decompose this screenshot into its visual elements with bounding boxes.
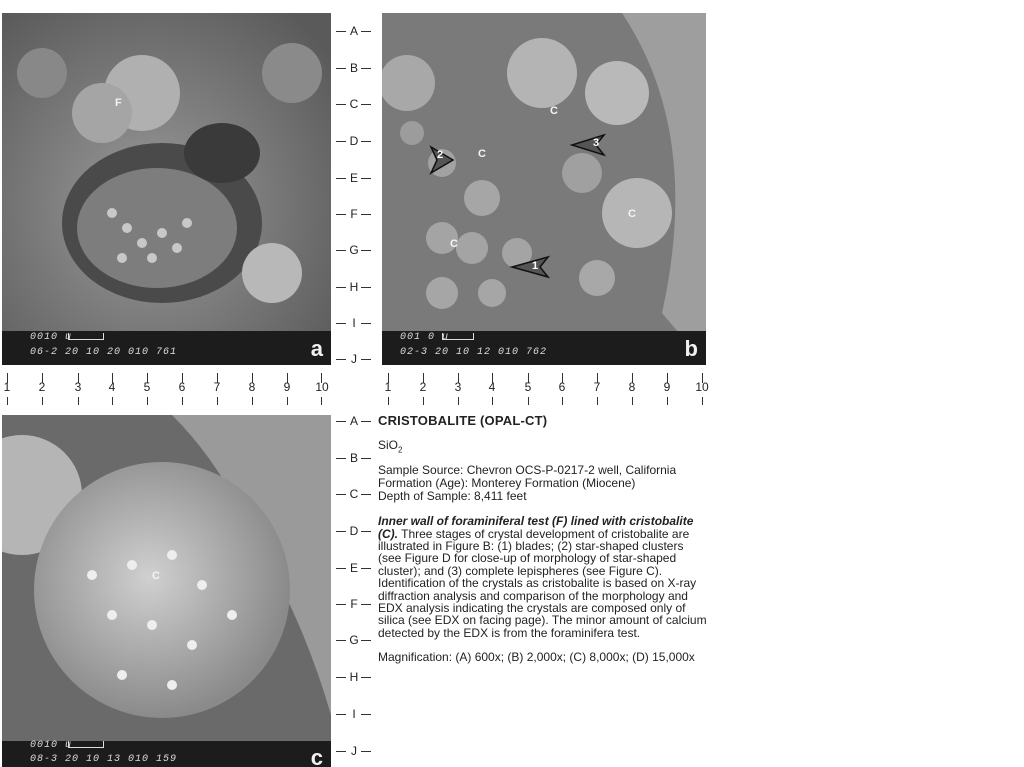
image-code: 08-3 20 10 13 010 159	[30, 754, 178, 765]
scale-label: 0010 u	[30, 332, 73, 343]
grid-letter: C	[349, 487, 359, 501]
ruler-number: 2	[419, 380, 427, 394]
grid-row	[336, 670, 396, 684]
grid-letter: J	[351, 352, 357, 366]
grid-letter: H	[349, 670, 359, 684]
grid-letter: F	[350, 597, 358, 611]
label-foraminifera: F	[115, 97, 122, 109]
ruler-number: 6	[558, 380, 566, 394]
grid-letter: A	[349, 24, 358, 38]
ruler-number: 8	[628, 380, 636, 394]
chemical-formula	[378, 438, 708, 454]
grid-row	[336, 24, 396, 38]
micrograph-c-image	[2, 415, 331, 767]
label-cristobalite: C	[550, 105, 558, 117]
micrograph-b-image	[382, 13, 706, 365]
arrow-3-icon	[568, 131, 606, 159]
arrow-label-1: 1	[532, 260, 539, 272]
grid-letter: F	[350, 207, 358, 221]
grid-letter: B	[349, 61, 358, 75]
grid-row	[336, 744, 396, 758]
description-body: Three stages of crystal development of cristobalite are illustrated in Figure B: (1) blades; (2) star-shaped clusters (see Figure D for close-up of morphology of star-shaped cluster); and (3) complete lepispheres (see Figure C). Identification of the crystals as cristobalite is based on X-ray diffraction analysis and comparison of the morphology and EDX analysis indicating the crystals are composed only of silica (see EDX on facing page). The minor amount of calcium detected by the EDX is from the foraminifera test.	[378, 526, 707, 640]
page-title: CRISTOBALITE (OPAL-CT)	[378, 413, 548, 428]
ruler-number: 4	[488, 380, 496, 394]
ruler-number: 1	[384, 380, 392, 394]
grid-letter: A	[349, 414, 358, 428]
ruler-number: 7	[593, 380, 601, 394]
grid-letter: J	[351, 744, 357, 758]
ruler-left	[0, 373, 330, 407]
description-panel	[378, 413, 708, 664]
sample-depth: Depth of Sample: 8,411 feet	[378, 488, 527, 503]
figure-description	[378, 515, 708, 639]
grid-letter: H	[349, 280, 359, 294]
grid-row	[336, 280, 396, 294]
grid-letter: E	[349, 561, 358, 575]
ruler-number: 5	[524, 380, 532, 394]
ruler-number: 7	[213, 380, 221, 394]
grid-row	[336, 134, 396, 148]
grid-row	[336, 61, 396, 75]
micrograph-a-image	[2, 13, 331, 365]
scale-label: 0010 u	[30, 740, 73, 751]
ruler-number: 3	[454, 380, 462, 394]
grid-letter: C	[349, 97, 359, 111]
grid-row	[336, 352, 396, 366]
label-cristobalite: C	[478, 148, 486, 160]
scale-label: 001 0 u	[400, 332, 450, 343]
ruler-right	[380, 373, 710, 407]
scale-bar	[442, 333, 474, 340]
micrograph-c	[2, 415, 331, 767]
arrow-1-icon	[508, 253, 550, 281]
grid-row	[336, 316, 396, 330]
formula-base: SiO	[378, 438, 399, 452]
grid-letter: I	[352, 707, 356, 721]
grid-row	[336, 707, 396, 721]
ruler-number: 6	[178, 380, 186, 394]
grid-letter: G	[349, 243, 359, 257]
arrow-label-3: 3	[593, 137, 600, 149]
arrow-label-2: 2	[437, 149, 444, 161]
grid-row	[336, 171, 396, 185]
formula-subscript: 2	[398, 445, 403, 455]
grid-row	[336, 243, 396, 257]
scale-bar	[68, 741, 104, 748]
sample-source: Sample Source: Chevron OCS-P-0217-2 well, California	[378, 463, 677, 478]
grid-letter: B	[349, 451, 358, 465]
grid-letters-top	[336, 24, 396, 364]
grid-letter: E	[349, 171, 358, 185]
plate-letter: a	[310, 336, 323, 361]
grid-row	[336, 207, 396, 221]
ruler-number: 4	[108, 380, 116, 394]
label-cristobalite: C	[450, 238, 458, 250]
ruler-number: 3	[74, 380, 82, 394]
ruler-number: 9	[283, 380, 291, 394]
grid-letter: I	[352, 316, 356, 330]
plate-letter: c	[310, 745, 323, 767]
scale-bar	[68, 333, 104, 340]
ruler-number: 10	[695, 380, 709, 394]
label-cristobalite: C	[628, 208, 636, 220]
micrograph-b	[382, 13, 706, 365]
formation-age: Formation (Age): Monterey Formation (Miocene)	[378, 475, 636, 490]
grid-letter: D	[349, 524, 359, 538]
micrograph-a	[2, 13, 331, 365]
ruler-number: 1	[3, 380, 11, 394]
label-cristobalite: C	[152, 570, 160, 582]
grid-letter: G	[349, 633, 359, 647]
ruler-number: 9	[663, 380, 671, 394]
grid-row	[336, 97, 396, 111]
description-lead: Inner wall of foraminiferal test (F) lined with cristobalite (C).	[378, 514, 694, 541]
ruler-number: 10	[315, 380, 329, 394]
ruler-number: 2	[38, 380, 46, 394]
grid-letter: D	[349, 134, 359, 148]
image-code: 06-2 20 10 20 010 761	[30, 347, 178, 358]
ruler-number: 8	[248, 380, 256, 394]
ruler-number: 5	[143, 380, 151, 394]
plate-letter: b	[684, 336, 698, 361]
magnification: Magnification: (A) 600x; (B) 2,000x; (C) 8,000x; (D) 15,000x	[378, 650, 695, 665]
image-code: 02-3 20 10 12 010 762	[400, 347, 548, 358]
